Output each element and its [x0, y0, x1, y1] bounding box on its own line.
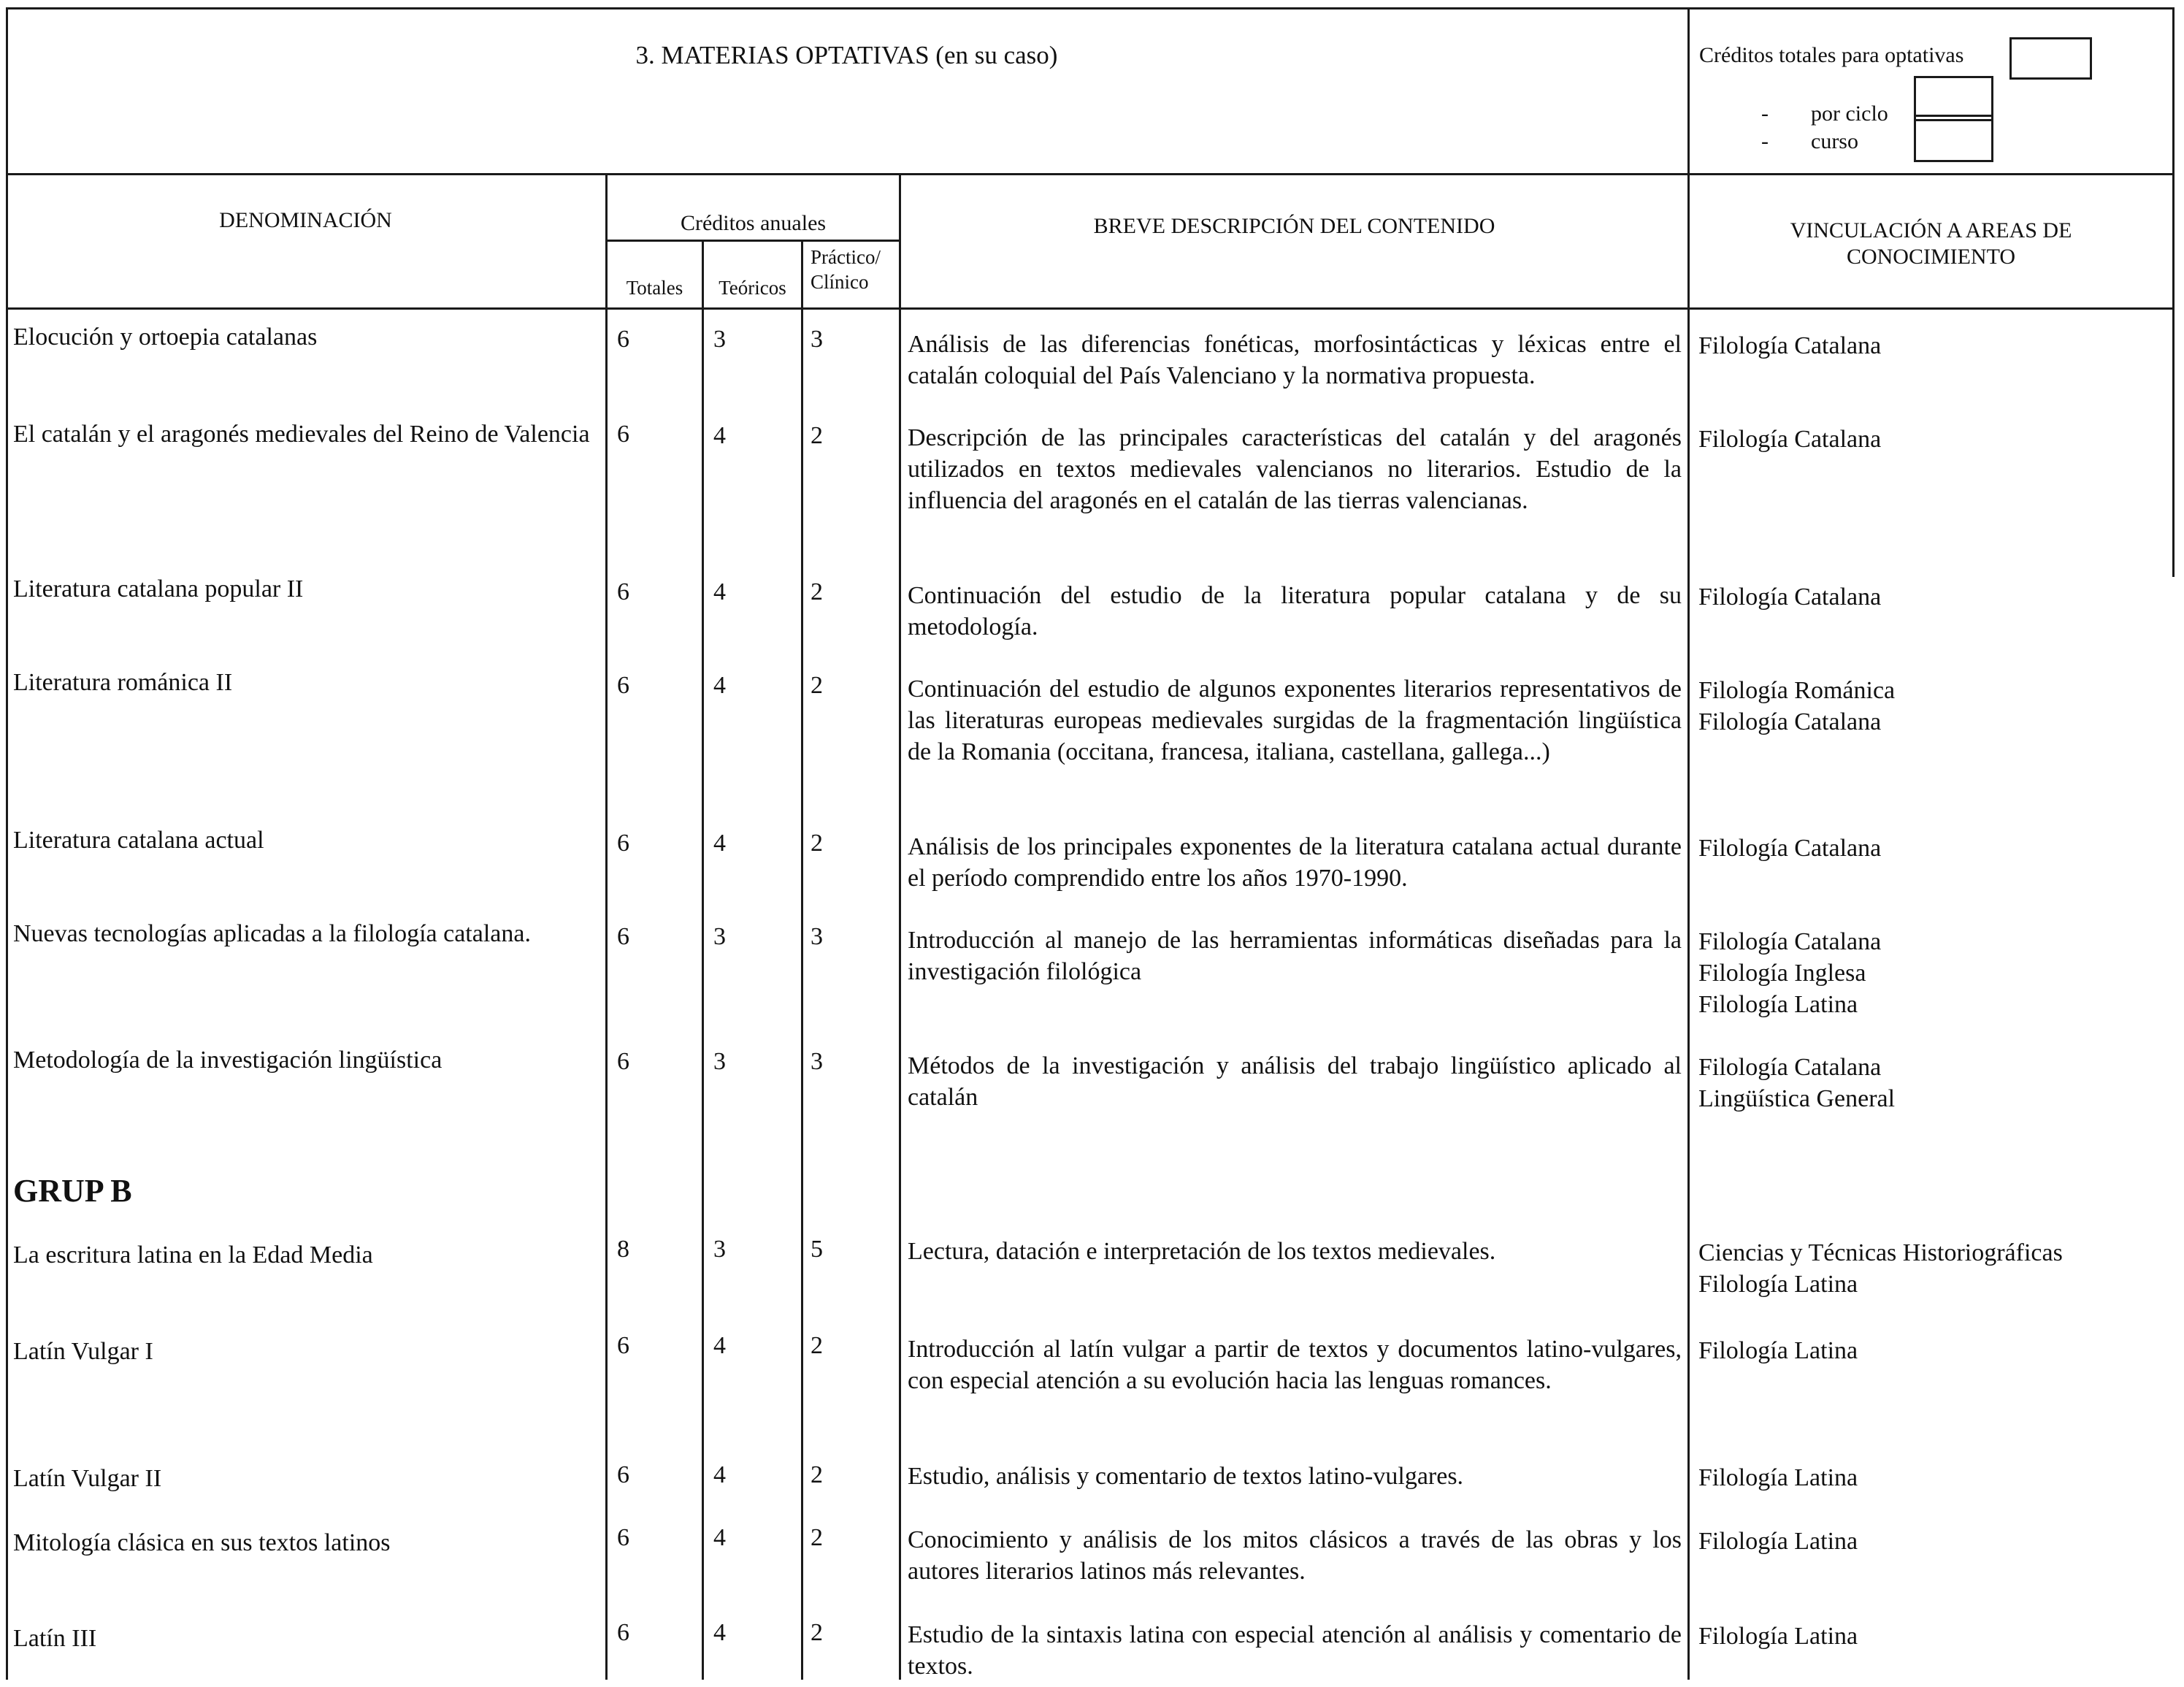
- header-bottom-border: [6, 173, 2175, 175]
- row-4-description: Continuación del estudio de algunos exponentes literarios representativos de las literaturas europeas medievales surgidas de la fragmentación lingüística de la Romania (occitana, francesa, italiana, castellana, gallega...): [908, 676, 1682, 765]
- row-1-area-1: Filología Catalana: [1698, 332, 1882, 359]
- row-10-area-1: Filología Latina: [1698, 1464, 1858, 1491]
- group-b-title: GRUP B: [13, 1173, 132, 1209]
- row-4-name: Literatura románica II: [13, 669, 233, 696]
- row-6-area-3: Filología Latina: [1698, 991, 1858, 1018]
- row-8-description: Lectura, datación e interpretación de los textos medievales.: [908, 1238, 1496, 1265]
- credits-total-label: Créditos totales para optativas: [1699, 43, 1964, 67]
- row-4-totales: 6: [617, 672, 629, 699]
- credits-subheader-line: [605, 240, 900, 242]
- row-7-totales: 6: [617, 1048, 629, 1075]
- row-5-teoricos: 4: [713, 830, 726, 857]
- row-11-description: Conocimiento y análisis de los mitos clásicos a través de las obras y los autores literarios latinos más relevantes.: [908, 1526, 1682, 1585]
- row-6-area-2: Filología Inglesa: [1698, 960, 1866, 987]
- row-9-description: Introducción al latín vulgar a partir de textos y documentos latino-vulgares, con especial atención a su evolución hacia las lenguas romances.: [908, 1336, 1682, 1394]
- col-header-practico: Práctico/: [811, 246, 881, 268]
- row-9-area-1: Filología Latina: [1698, 1337, 1858, 1364]
- row-5-name: Literatura catalana actual: [13, 827, 264, 854]
- row-1-totales: 6: [617, 326, 629, 353]
- row-8-area-2: Filología Latina: [1698, 1271, 1858, 1298]
- row-3-totales: 6: [617, 578, 629, 605]
- col-header-teoricos: Teóricos: [719, 277, 786, 299]
- row-6-practicos: 3: [811, 923, 823, 950]
- column-header-bottom-border: [6, 307, 2175, 310]
- row-8-totales: 8: [617, 1236, 629, 1263]
- col-header-creditos-anuales: Créditos anuales: [680, 211, 827, 235]
- row-5-practicos: 2: [811, 830, 823, 857]
- table-top-border: [6, 7, 2175, 9]
- row-8-name: La escritura latina en la Edad Media: [13, 1242, 373, 1269]
- row-12-name: Latín III: [13, 1625, 97, 1652]
- row-12-area-1: Filología Latina: [1698, 1623, 1858, 1650]
- row-10-description: Estudio, análisis y comentario de textos latino-vulgares.: [908, 1463, 1464, 1490]
- row-4-teoricos: 4: [713, 672, 726, 699]
- col-divider-teoricos: [801, 240, 803, 1680]
- row-11-totales: 6: [617, 1524, 629, 1551]
- table-right-border: [2172, 7, 2175, 577]
- row-2-description: Descripción de las principales características del catalán y del aragonés utilizados en textos medievales valencianos no literarios. Estudio de la influencia del aragonés en el catalán de las tierras valencianas.: [908, 424, 1682, 514]
- row-3-area-1: Filología Catalana: [1698, 584, 1882, 611]
- col-divider-credits-end: [899, 173, 901, 1680]
- row-7-description: Métodos de la investigación y análisis del trabajo lingüístico aplicado al catalán: [908, 1052, 1682, 1111]
- row-3-teoricos: 4: [713, 578, 726, 605]
- row-9-totales: 6: [617, 1332, 629, 1359]
- row-7-area-2: Lingüística General: [1698, 1085, 1896, 1112]
- row-12-teoricos: 4: [713, 1619, 726, 1646]
- row-10-totales: 6: [617, 1461, 629, 1488]
- row-9-name: Latín Vulgar I: [13, 1338, 153, 1365]
- row-6-name: Nuevas tecnologías aplicadas a la filología catalana.: [13, 920, 531, 947]
- row-2-practicos: 2: [811, 422, 823, 449]
- row-7-area-1: Filología Catalana: [1698, 1054, 1882, 1081]
- section-title: 3. MATERIAS OPTATIVAS (en su caso): [635, 41, 1058, 69]
- row-11-area-1: Filología Latina: [1698, 1528, 1858, 1555]
- col-divider-denominacion: [605, 173, 608, 1680]
- row-5-area-1: Filología Catalana: [1698, 835, 1882, 862]
- row-8-practicos: 5: [811, 1236, 823, 1263]
- row-2-name: El catalán y el aragonés medievales del Reino de Valencia: [13, 421, 590, 448]
- row-7-teoricos: 3: [713, 1048, 726, 1075]
- row-4-area-2: Filología Catalana: [1698, 708, 1882, 735]
- col-header-denominacion: DENOMINACIÓN: [219, 208, 392, 232]
- col-header-clinico: Clínico: [811, 271, 869, 293]
- row-11-practicos: 2: [811, 1524, 823, 1551]
- row-3-name: Literatura catalana popular II: [13, 575, 304, 602]
- col-divider-totales: [702, 240, 704, 1680]
- row-8-teoricos: 3: [713, 1236, 726, 1263]
- course-label: curso: [1811, 129, 1858, 153]
- row-3-description: Continuación del estudio de la literatura popular catalana y de su metodología.: [908, 582, 1682, 640]
- row-5-description: Análisis de los principales exponentes de la literatura catalana actual durante el período comprendido entre los años 1970-1990.: [908, 833, 1682, 892]
- row-2-teoricos: 4: [713, 422, 726, 449]
- course-input-box[interactable]: [1914, 115, 1993, 162]
- row-12-totales: 6: [617, 1619, 629, 1646]
- dash-1: -: [1761, 102, 1769, 126]
- row-11-teoricos: 4: [713, 1524, 726, 1551]
- row-7-practicos: 3: [811, 1048, 823, 1075]
- row-9-teoricos: 4: [713, 1332, 726, 1359]
- row-1-name: Elocución y ortoepia catalanas: [13, 324, 318, 351]
- row-10-teoricos: 4: [713, 1461, 726, 1488]
- dash-2: -: [1761, 129, 1769, 153]
- row-1-description: Análisis de las diferencias fonéticas, morfosintácticas y léxicas entre el catalán coloquial del País Valenciano y la normativa propuesta.: [908, 331, 1682, 389]
- col-header-descripcion: BREVE DESCRIPCIÓN DEL CONTENIDO: [1093, 214, 1495, 238]
- row-6-totales: 6: [617, 923, 629, 950]
- row-1-practicos: 3: [811, 326, 823, 353]
- table-left-border: [6, 7, 8, 1680]
- col-header-totales: Totales: [626, 277, 683, 299]
- row-9-practicos: 2: [811, 1332, 823, 1359]
- col-header-vinculacion-2: CONOCIMIENTO: [1846, 245, 2016, 269]
- row-7-name: Metodología de la investigación lingüística: [13, 1047, 442, 1074]
- col-header-vinculacion-1: VINCULACIÓN A AREAS DE: [1790, 218, 2072, 242]
- row-4-area-1: Filología Románica: [1698, 677, 1896, 704]
- row-6-description: Introducción al manejo de las herramientas informáticas diseñadas para la investigación filológica: [908, 927, 1682, 985]
- row-10-name: Latín Vulgar II: [13, 1465, 162, 1492]
- row-11-name: Mitología clásica en sus textos latinos: [13, 1529, 391, 1556]
- per-cycle-label: por ciclo: [1811, 102, 1888, 126]
- row-10-practicos: 2: [811, 1461, 823, 1488]
- row-12-description: Estudio de la sintaxis latina con especial atención al análisis y comentario de textos.: [908, 1621, 1682, 1680]
- row-2-area-1: Filología Catalana: [1698, 426, 1882, 453]
- credits-total-input-box[interactable]: [2009, 37, 2092, 80]
- row-1-teoricos: 3: [713, 326, 726, 353]
- row-12-practicos: 2: [811, 1619, 823, 1646]
- row-3-practicos: 2: [811, 578, 823, 605]
- row-5-totales: 6: [617, 830, 629, 857]
- row-6-area-1: Filología Catalana: [1698, 928, 1882, 955]
- row-2-totales: 6: [617, 421, 629, 448]
- row-6-teoricos: 3: [713, 923, 726, 950]
- row-8-area-1: Ciencias y Técnicas Historiográficas: [1698, 1239, 2063, 1266]
- row-4-practicos: 2: [811, 672, 823, 699]
